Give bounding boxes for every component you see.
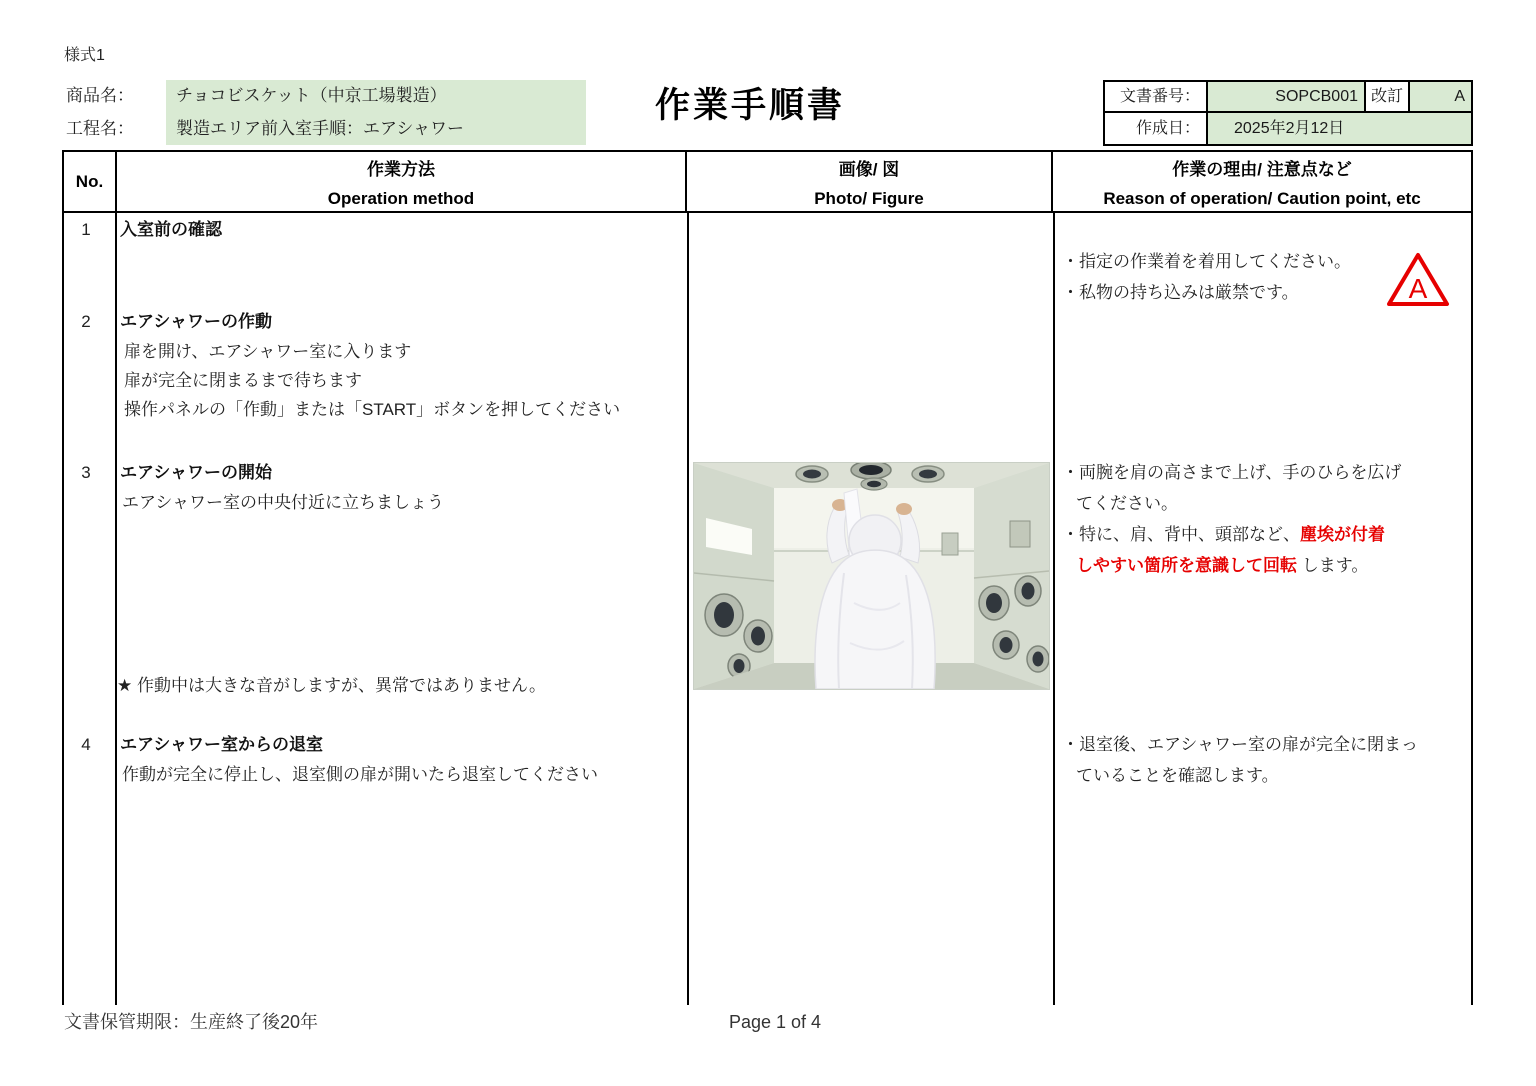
row2-number: 2 bbox=[81, 312, 91, 331]
row3-step: エアシャワー室の中央付近に立ちましょう bbox=[122, 493, 444, 512]
row3-reason-line: しやすい箇所を意識して回転 します。 bbox=[1076, 556, 1369, 575]
column-divider-method bbox=[687, 213, 689, 1005]
row1-heading: 入室前の確認 bbox=[120, 220, 222, 239]
row3-noise-note: ★ 作動中は大きな音がしますが、異常ではありません。 bbox=[117, 676, 546, 695]
procedure-table-header bbox=[62, 150, 1473, 213]
row3-reason-line: てください。 bbox=[1076, 494, 1178, 513]
header-no: No. bbox=[64, 152, 117, 211]
doc-number-value: SOPCB001 bbox=[1208, 82, 1366, 113]
caution-red-text: しやすい箇所を意識して回転 bbox=[1076, 556, 1297, 575]
revision-triangle-icon bbox=[1386, 252, 1450, 308]
creation-date-value: 2025年2月12日 bbox=[1208, 113, 1471, 144]
row3-reason-line: ・特に、肩、背中、頭部など、塵埃が付着 bbox=[1062, 525, 1385, 544]
page-title: 作業手順書 bbox=[654, 86, 845, 125]
row4-reason-line: ていることを確認します。 bbox=[1076, 766, 1279, 785]
product-name-value: チョコビスケット（中京工場製造） bbox=[176, 86, 447, 105]
row4-reason-line: ・退室後、エアシャワー室の扉が完全に閉まっ bbox=[1062, 735, 1418, 754]
row3-heading: エアシャワーの開始 bbox=[120, 463, 272, 482]
header-photo-figure: 画像/ 図 Photo/ Figure bbox=[687, 152, 1053, 211]
row2-step: 操作パネルの「作動」または「START」ボタンを押してください bbox=[124, 400, 621, 419]
air-shower-photo bbox=[693, 462, 1050, 690]
row1-number: 1 bbox=[81, 220, 91, 239]
row1-reason-line: ・私物の持ち込みは厳禁です。 bbox=[1062, 283, 1299, 302]
retention-period-label: 文書保管期限：生産終了後20年 bbox=[64, 1012, 319, 1032]
doc-number-label: 文書番号： bbox=[1105, 82, 1208, 113]
row3-number: 3 bbox=[81, 463, 91, 482]
page-number: Page 1 of 4 bbox=[728, 1012, 822, 1032]
creation-date-label: 作成日： bbox=[1105, 113, 1208, 144]
process-name-label: 工程名： bbox=[66, 119, 134, 138]
row4-number: 4 bbox=[81, 735, 91, 754]
caution-red-text: 塵埃が付着 bbox=[1300, 525, 1385, 544]
column-divider-photo bbox=[1053, 213, 1055, 1005]
revision-label: 改訂 bbox=[1366, 82, 1410, 113]
row4-heading: エアシャワー室からの退室 bbox=[120, 735, 323, 754]
header-operation-method: 作業方法 Operation method bbox=[117, 152, 687, 211]
row3-reason-line: ・両腕を肩の高さまで上げ、手のひらを広げ bbox=[1062, 463, 1402, 482]
row4-step: 作動が完全に停止し、退室側の扉が開いたら退室してください bbox=[122, 765, 598, 784]
column-divider-no bbox=[115, 213, 117, 1005]
revision-triangle-letter: A bbox=[1408, 273, 1428, 304]
document-info-table bbox=[1103, 80, 1473, 146]
row1-reason-line: ・指定の作業着を着用してください。 bbox=[1062, 252, 1351, 271]
row2-heading: エアシャワーの作動 bbox=[120, 312, 272, 331]
process-name-value: 製造エリア前入室手順：エアシャワー bbox=[176, 119, 464, 138]
row2-step: 扉が完全に閉まるまで待ちます bbox=[124, 371, 362, 390]
row2-step: 扉を開け、エアシャワー室に入ります bbox=[124, 342, 412, 361]
header-reason-caution: 作業の理由/ 注意点など Reason of operation/ Caution point, etc bbox=[1103, 159, 1421, 208]
form-number-label: 様式1 bbox=[64, 47, 105, 64]
product-name-label: 商品名： bbox=[66, 86, 134, 105]
revision-value: A bbox=[1410, 82, 1471, 113]
